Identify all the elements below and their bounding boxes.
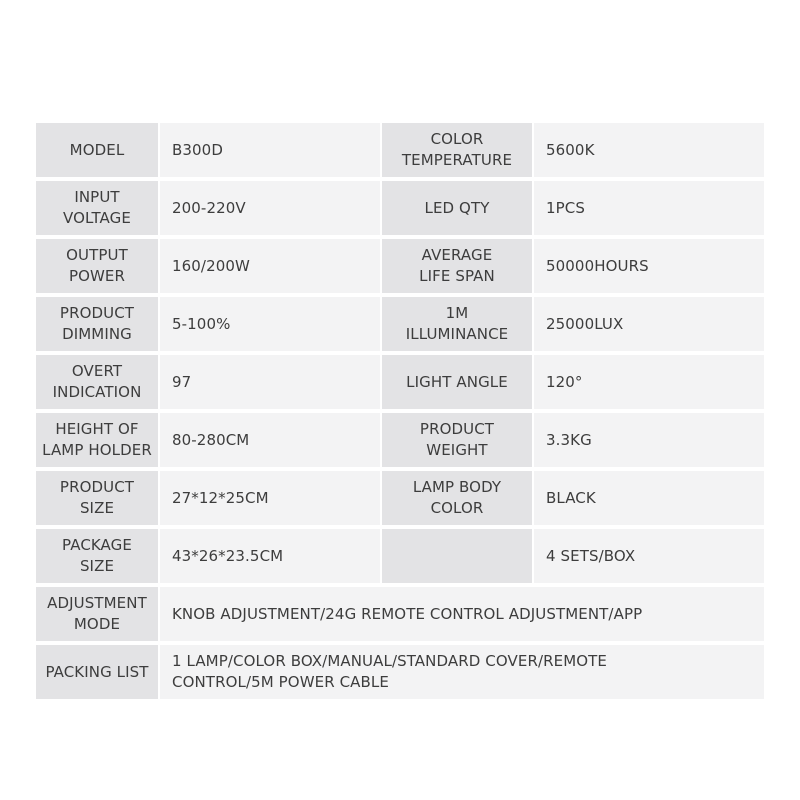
spec-value-height-of-lamp-holder: 80-280CM [160, 413, 380, 467]
spec-label-overt-indication: OVERT INDICATION [36, 355, 158, 409]
spec-label-packing-list: PACKING LIST [36, 645, 158, 699]
spec-value-average-life-span: 50000HOURS [534, 239, 764, 293]
spec-label-product-size: PRODUCT SIZE [36, 471, 158, 525]
spec-value-lamp-body-color: BLACK [534, 471, 764, 525]
spec-label-height-of-lamp-holder: HEIGHT OF LAMP HOLDER [36, 413, 158, 467]
spec-label-package-size: PACKAGE SIZE [36, 529, 158, 583]
spec-label-input-voltage: INPUT VOLTAGE [36, 181, 158, 235]
spec-value-adjustment-mode: KNOB ADJUSTMENT/24G REMOTE CONTROL ADJUSTMENT/APP [160, 587, 764, 641]
spec-value-color-temperature: 5600K [534, 123, 764, 177]
spec-label-product-weight: PRODUCT WEIGHT [382, 413, 532, 467]
spec-value-light-angle: 120° [534, 355, 764, 409]
spec-value-led-qty: 1PCS [534, 181, 764, 235]
spec-value-packing-list: 1 LAMP/COLOR BOX/MANUAL/STANDARD COVER/REMOTE CONTROL/5M POWER CABLE [160, 645, 764, 699]
spec-label-adjustment-mode: ADJUSTMENT MODE [36, 587, 158, 641]
spec-value-input-voltage: 200-220V [160, 181, 380, 235]
spec-label-average-life-span: AVERAGE LIFE SPAN [382, 239, 532, 293]
spec-label-light-angle: LIGHT ANGLE [382, 355, 532, 409]
spec-value-illuminance: 25000LUX [534, 297, 764, 351]
spec-label-product-dimming: PRODUCT DIMMING [36, 297, 158, 351]
spec-value-product-size: 27*12*25CM [160, 471, 380, 525]
spec-value-package-size: 43*26*23.5CM [160, 529, 380, 583]
spec-table [36, 123, 764, 699]
spec-label-lamp-body-color: LAMP BODY COLOR [382, 471, 532, 525]
spec-label-model: MODEL [36, 123, 158, 177]
spec-label-led-qty: LED QTY [382, 181, 532, 235]
spec-value-product-dimming: 5-100% [160, 297, 380, 351]
spec-label-empty [382, 529, 532, 583]
spec-value-model: B300D [160, 123, 380, 177]
spec-value-product-weight: 3.3KG [534, 413, 764, 467]
spec-label-color-temperature: COLOR TEMPERATURE [382, 123, 532, 177]
spec-value-sets-per-box: 4 SETS/BOX [534, 529, 764, 583]
spec-label-illuminance: 1M ILLUMINANCE [382, 297, 532, 351]
spec-label-output-power: OUTPUT POWER [36, 239, 158, 293]
spec-value-output-power: 160/200W [160, 239, 380, 293]
spec-value-overt-indication: 97 [160, 355, 380, 409]
